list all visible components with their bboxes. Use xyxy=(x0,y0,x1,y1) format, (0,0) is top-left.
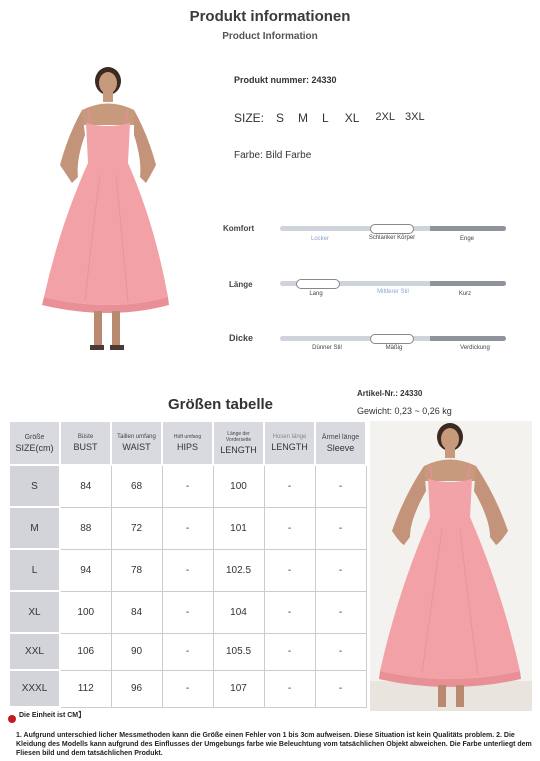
header-cell: Büste BUST xyxy=(60,421,111,465)
size-label: SIZE: xyxy=(234,111,265,125)
size-option-l: L xyxy=(322,111,329,125)
value-cell: - xyxy=(315,670,366,707)
size-cell: XL xyxy=(9,591,60,633)
value-cell: - xyxy=(264,591,315,633)
header-cell: Hüft umfang HIPS xyxy=(162,421,213,465)
size-list xyxy=(234,111,425,125)
value-cell: - xyxy=(315,465,366,507)
value-cell: 68 xyxy=(111,465,162,507)
size-cell: XXL xyxy=(9,633,60,670)
size-cell: M xyxy=(9,507,60,549)
value-cell: 84 xyxy=(111,591,162,633)
size-option-m: M xyxy=(298,111,309,125)
value-cell: 78 xyxy=(111,549,162,591)
scale-knob xyxy=(370,334,414,344)
scale-option: Verdickung xyxy=(460,345,490,351)
scale-komfort xyxy=(280,226,506,256)
value-cell: 107 xyxy=(213,670,264,707)
header-cell: Länge der Vorderseite LENGTH xyxy=(213,421,264,465)
table-row xyxy=(9,633,366,670)
scale-option: Mittlerer Stil xyxy=(377,289,409,295)
value-cell: 102.5 xyxy=(213,549,264,591)
scale-knob xyxy=(370,224,414,234)
value-cell: 101 xyxy=(213,507,264,549)
value-cell: - xyxy=(162,507,213,549)
value-cell: - xyxy=(264,465,315,507)
value-cell: 90 xyxy=(111,633,162,670)
header-cell: Ärmel länge Sleeve xyxy=(315,421,366,465)
value-cell: - xyxy=(315,507,366,549)
header-cell: Hosen länge LENGTH xyxy=(264,421,315,465)
header-cell: Größe SIZE(cm) xyxy=(9,421,60,465)
value-cell: - xyxy=(162,549,213,591)
product-photo-top xyxy=(30,65,190,365)
value-cell: - xyxy=(162,670,213,707)
table-row xyxy=(9,549,366,591)
value-cell: - xyxy=(162,465,213,507)
table-header-row xyxy=(9,421,366,465)
weight-info: Gewicht: 0,23 ~ 0,26 kg xyxy=(357,406,452,416)
value-cell: 112 xyxy=(60,670,111,707)
table-row xyxy=(9,465,366,507)
size-option-3xl: 3XL xyxy=(404,111,425,123)
value-cell: 100 xyxy=(60,591,111,633)
scale-knob xyxy=(296,279,340,289)
scale-laenge xyxy=(280,281,506,311)
note-bullet-icon xyxy=(8,715,16,723)
value-cell: 106 xyxy=(60,633,111,670)
size-option-xl: XL xyxy=(344,111,360,125)
value-cell: - xyxy=(162,633,213,670)
disclaimer-text: 1. Aufgrund unterschied licher Messmethoden kann die Größe einen Fehler von 1 bis 3cm aufweisen. Diese Situation ist kein Qualitäts problem. 2. Die Kleidung des Modells kann aufgrund des Einflusses der Umgebungs farbe wie Beleuchtung vom tatsächlichen Objekt abweichen. Die Farbe unterliegt dem Fliesen bild und dem tatsächlichen Produkt. xyxy=(16,732,532,757)
value-cell: - xyxy=(315,549,366,591)
size-option-2xl: 2XL xyxy=(375,111,395,123)
table-row xyxy=(9,507,366,549)
value-cell: - xyxy=(315,591,366,633)
scale-label-komfort: Komfort xyxy=(223,224,255,233)
scale-option: Locker xyxy=(310,236,329,242)
scale-bar-dark xyxy=(430,281,506,286)
scale-option: Lang xyxy=(309,291,323,297)
scale-option: Kurz xyxy=(458,291,472,297)
value-cell: 88 xyxy=(60,507,111,549)
scale-label-dicke: Dicke xyxy=(229,333,254,343)
scale-option: Enge xyxy=(459,236,474,242)
page-subtitle: Product Information xyxy=(222,31,318,42)
scale-bar-dark xyxy=(430,336,506,341)
table-row xyxy=(9,591,366,633)
scale-label-laenge: Länge xyxy=(229,280,253,289)
value-cell: - xyxy=(264,507,315,549)
value-cell: - xyxy=(162,591,213,633)
value-cell: 105.5 xyxy=(213,633,264,670)
size-cell: L xyxy=(9,549,60,591)
scale-bar-dark xyxy=(430,226,506,231)
value-cell: - xyxy=(315,633,366,670)
value-cell: 72 xyxy=(111,507,162,549)
header-cell: Taillen umfang WAIST xyxy=(111,421,162,465)
value-cell: 100 xyxy=(213,465,264,507)
page-title: Produkt informationen xyxy=(189,8,351,25)
product-photo-side xyxy=(370,421,532,711)
size-table-title: Größen tabelle xyxy=(168,396,274,413)
scale-option: Mäßig xyxy=(385,345,403,351)
scale-option: Schlanker Körper xyxy=(368,235,416,241)
value-cell: 96 xyxy=(111,670,162,707)
value-cell: 104 xyxy=(213,591,264,633)
size-option-s: S xyxy=(276,111,285,125)
size-cell: S xyxy=(9,465,60,507)
size-table xyxy=(8,420,367,708)
article-number: Artikel-Nr.: 24330 xyxy=(357,389,423,398)
value-cell: 94 xyxy=(60,549,111,591)
value-cell: - xyxy=(264,549,315,591)
value-cell: 84 xyxy=(60,465,111,507)
value-cell: - xyxy=(264,633,315,670)
color-info: Farbe: Bild Farbe xyxy=(234,150,312,161)
scale-dicke xyxy=(280,336,506,366)
unit-note: Die Einheit ist CM】 xyxy=(19,712,86,719)
scale-option: Dünner Stil xyxy=(312,345,342,351)
table-row xyxy=(9,670,366,707)
product-number: Produkt nummer: 24330 xyxy=(234,75,337,85)
size-cell: XXXL xyxy=(9,670,60,707)
value-cell: - xyxy=(264,670,315,707)
